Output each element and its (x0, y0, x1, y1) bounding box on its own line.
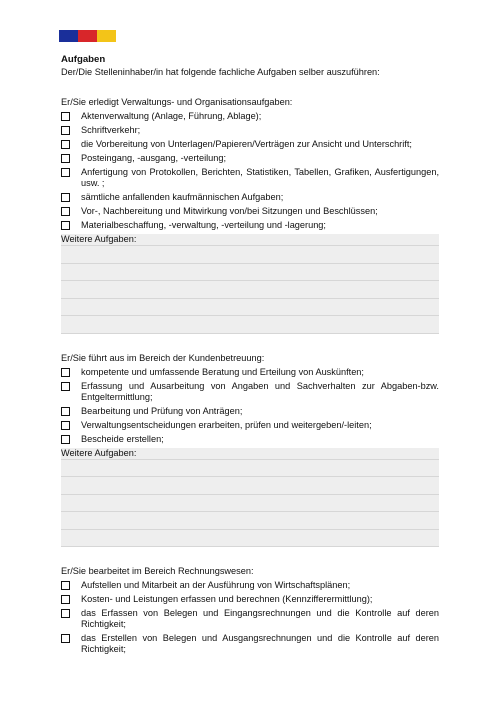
checkbox[interactable] (61, 207, 70, 216)
checklist-item (61, 220, 439, 231)
checklist-item (61, 139, 439, 150)
checklist-item-label: Bescheide erstellen; (81, 433, 164, 444)
checklist-item-label: Posteingang, -ausgang, -verteilung; (81, 153, 227, 163)
checklist-item-label: das Erstellen von Belegen und Ausgangsrechnungen und die Kontrolle auf deren Richtigkeit; (81, 633, 439, 654)
intro-text: Der/Die Stelleninhaber/in hat folgende fachliche Aufgaben selber auszuführen: (61, 67, 380, 77)
checkbox[interactable] (61, 595, 70, 604)
checklist-item-label: Aktenverwaltung (Anlage, Führung, Ablage); (81, 111, 262, 121)
checklist-item-label: Verwaltungsentscheidungen erarbeiten, prüfen und weitergeben/-leiten; (81, 419, 372, 430)
checklist-item-label: die Vorbereitung von Unterlagen/Papieren/Verträgen zur Ansicht und Unterschrift; (81, 139, 412, 149)
checklist-item (61, 434, 439, 445)
checklist-item (61, 381, 439, 403)
checkbox[interactable] (61, 112, 70, 121)
section-title: Er/Sie erledigt Verwaltungs- und Organisationsaufgaben: (61, 97, 293, 107)
section-title: Er/Sie führt aus im Bereich der Kundenbetreuung: (61, 352, 265, 363)
weitere-aufgaben-line (61, 299, 439, 317)
section (61, 352, 439, 548)
checkbox[interactable] (61, 168, 70, 177)
checkbox[interactable] (61, 435, 70, 444)
weitere-aufgaben-line (61, 495, 439, 513)
weitere-aufgaben-label: Weitere Aufgaben: (61, 447, 137, 458)
weitere-aufgaben-line (61, 460, 439, 478)
weitere-aufgaben-line (61, 512, 439, 530)
checkbox[interactable] (61, 221, 70, 230)
checkbox[interactable] (61, 154, 70, 163)
checklist-item (61, 167, 439, 189)
checkbox[interactable] (61, 609, 70, 618)
weitere-aufgaben-first-line (61, 234, 439, 246)
section-title: Er/Sie bearbeitet im Bereich Rechnungswesen: (61, 566, 254, 576)
checklist-item-label: Anfertigung von Protokollen, Berichten, Statistiken, Tabellen, Grafiken, Ausfertigungen, usw. ; (81, 167, 439, 188)
logo-red-block (78, 30, 97, 42)
checklist-item (61, 580, 439, 591)
checklist-item-label: Schriftverkehr; (81, 125, 141, 135)
weitere-aufgaben-line (61, 477, 439, 495)
checkbox[interactable] (61, 140, 70, 149)
checkbox[interactable] (61, 634, 70, 643)
checkbox[interactable] (61, 407, 70, 416)
logo-blue-block (59, 30, 78, 42)
checklist-item-label: Materialbeschaffung, -verwaltung, -verteilung und -lagerung; (81, 220, 326, 230)
checklist-item-label: kompetente und umfassende Beratung und Erteilung von Auskünften; (81, 366, 364, 377)
checklist-item-label: Bearbeitung und Prüfung von Anträgen; (81, 405, 243, 416)
checklist-item (61, 125, 439, 136)
weitere-aufgaben-field[interactable] (61, 234, 439, 334)
checklist-item-label: sämtliche anfallenden kaufmännischen Aufgaben; (81, 192, 284, 202)
checklist-item (61, 406, 439, 417)
page-heading: Aufgaben (61, 54, 106, 65)
weitere-aufgaben-field[interactable] (61, 448, 439, 548)
section (61, 96, 439, 334)
weitere-aufgaben-line (61, 530, 439, 548)
checklist-item (61, 111, 439, 122)
checkbox[interactable] (61, 581, 70, 590)
logo-yellow-block (97, 30, 116, 42)
checkbox[interactable] (61, 193, 70, 202)
sections-container (61, 96, 439, 655)
checkbox[interactable] (61, 368, 70, 377)
weitere-aufgaben-line (61, 316, 439, 334)
checklist-item-label: Erfassung und Ausarbeitung von Angaben und Sachverhalten zur Abgaben-bzw. Entgeltermittlung; (81, 380, 439, 402)
logo (59, 30, 116, 42)
checklist-item (61, 206, 439, 217)
section (61, 565, 439, 655)
checklist-item (61, 420, 439, 431)
checklist-item (61, 608, 439, 630)
checklist-item-label: Vor-, Nachbereitung und Mitwirkung von/bei Sitzungen und Beschlüssen; (81, 206, 378, 216)
checklist-item (61, 367, 439, 378)
checklist-item-label: das Erfassen von Belegen und Eingangsrechnungen und die Kontrolle auf deren Richtigkeit; (81, 608, 439, 629)
checkbox[interactable] (61, 126, 70, 135)
checklist-item-label: Aufstellen und Mitarbeit an der Ausführung von Wirtschaftsplänen; (81, 580, 351, 590)
checkbox[interactable] (61, 382, 70, 391)
checklist-item (61, 192, 439, 203)
checklist-item (61, 153, 439, 164)
weitere-aufgaben-line (61, 281, 439, 299)
weitere-aufgaben-line (61, 264, 439, 282)
checkbox[interactable] (61, 421, 70, 430)
document-page (61, 54, 439, 658)
checklist-item (61, 633, 439, 655)
weitere-aufgaben-label: Weitere Aufgaben: (61, 234, 137, 244)
checklist-item-label: Kosten- und Leistungen erfassen und berechnen (Kennzifferermittlung); (81, 594, 373, 604)
weitere-aufgaben-first-line (61, 448, 439, 460)
weitere-aufgaben-line (61, 246, 439, 264)
checklist-item (61, 594, 439, 605)
